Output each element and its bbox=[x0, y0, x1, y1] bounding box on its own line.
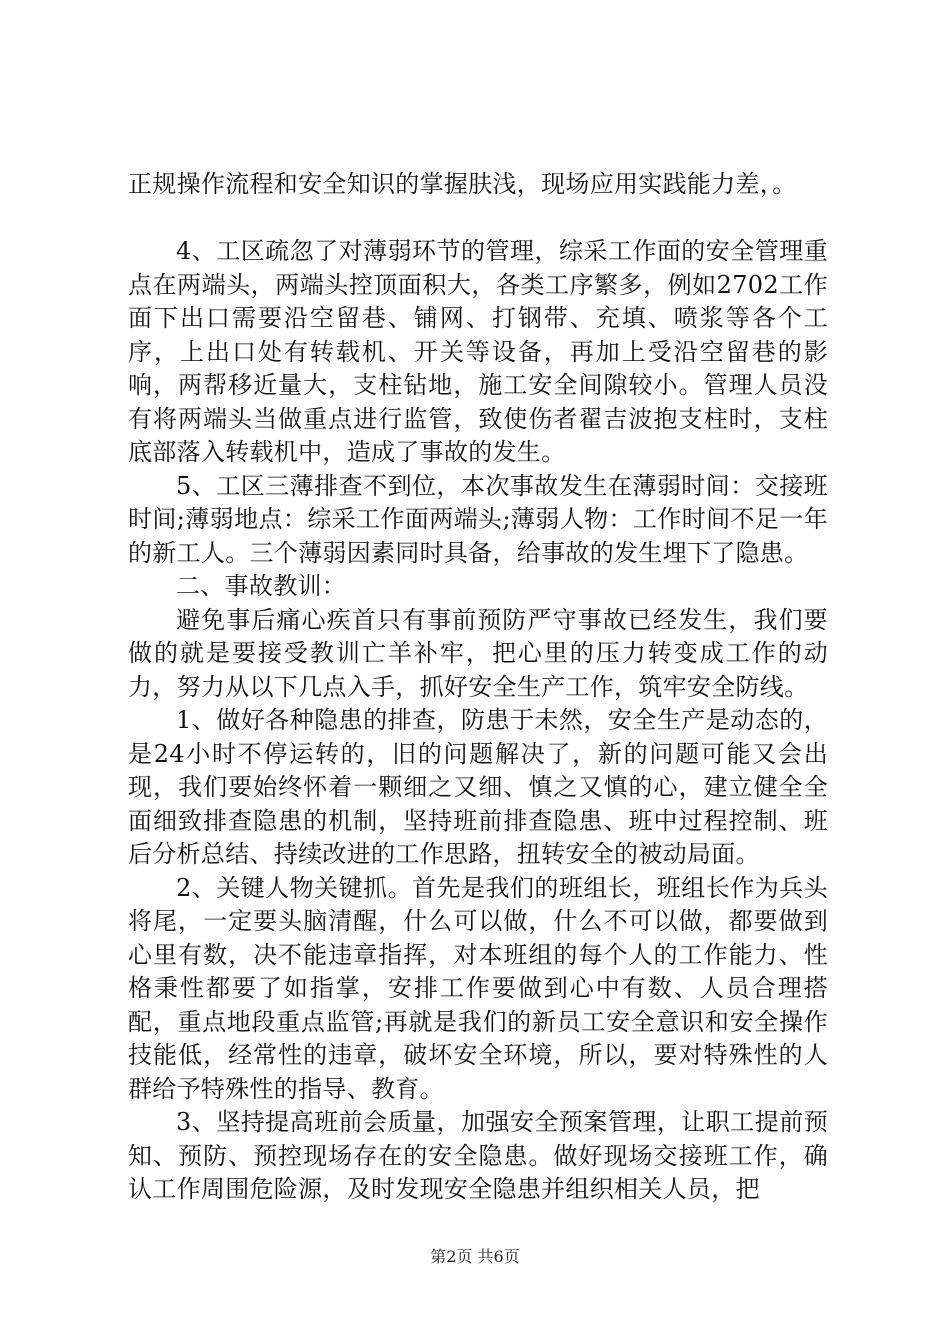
paragraph-item-5: 5、工区三薄排查不到位，本次事故发生在薄弱时间：交接班时间;薄弱地点：综采工作面两端头;薄弱人物：工作时间不足一年的新工人。三个薄弱因素同时具备，给事故的发生埋下了隐患。 bbox=[128, 471, 828, 567]
document-body bbox=[128, 168, 828, 1207]
paragraph-lesson-1: 1、做好各种隐患的排查，防患于未然，安全生产是动态的，是24小时不停运转的，旧的问题解决了，新的问题可能又会出现，我们要始终怀着一颗细之又细、慎之又慎的心，建立健全全面细致排查隐患的机制，坚持班前排查隐患、班中过程控制、班后分析总结、持续改进的工作思路，扭转安全的被动局面。 bbox=[128, 706, 828, 868]
paragraph-lesson-2: 2、关键人物关键抓。首先是我们的班组长，班组长作为兵头将尾，一定要头脑清醒，什么可以做，什么不可以做，都要做到心里有数，决不能违章指挥，对本班组的每个人的工作能力、性格秉性都要了如指掌，安排工作要做到心中有数、人员合理搭配，重点地段重点监管;再就是我们的新员工安全意识和安全操作技能低，经常性的违章，破坏安全环境，所以，要对特殊性的人群给予特殊性的指导、教育。 bbox=[128, 873, 828, 1103]
paragraph-continuation: 正规操作流程和安全知识的掌握肤浅，现场应用实践能力差，。 bbox=[128, 170, 797, 198]
page-number-footer: 第2页 共6页 bbox=[430, 1247, 520, 1266]
paragraph-lesson-3: 3、坚持提高班前会质量，加强安全预案管理，让职工提前预知、预防、预控现场存在的安全隐患。做好现场交接班工作，确认工作周围危险源，及时发现安全隐患并组织相关人员，把 bbox=[128, 1108, 828, 1203]
paragraph-lessons-intro: 避免事后痛心疾首只有事前预防严守事故已经发生，我们要做的就是要接受教训亡羊补牢，把心里的压力转变成工作的动力，努力从以下几点入手，抓好安全生产工作，筑牢安全防线。 bbox=[128, 605, 828, 701]
section-heading-lessons: 二、事故教训： bbox=[176, 572, 347, 600]
paragraph-item-4: 4、工区疏忽了对薄弱环节的管理，综采工作面的安全管理重点在两端头，两端头控顶面积大，各类工序繁多，例如2702工作面下出口需要沿空留巷、铺网、打钢带、充填、喷浆等各个工序，上出口处有转载机、开关等设备，再加上受沿空留巷的影响，两帮移近量大，支柱钻地，施工安全间隙较小。管理人员没有将两端头当做重点进行监管，致使伤者翟吉波抱支柱时，支柱底部落入转载机中，造成了事故的发生。 bbox=[128, 237, 828, 466]
